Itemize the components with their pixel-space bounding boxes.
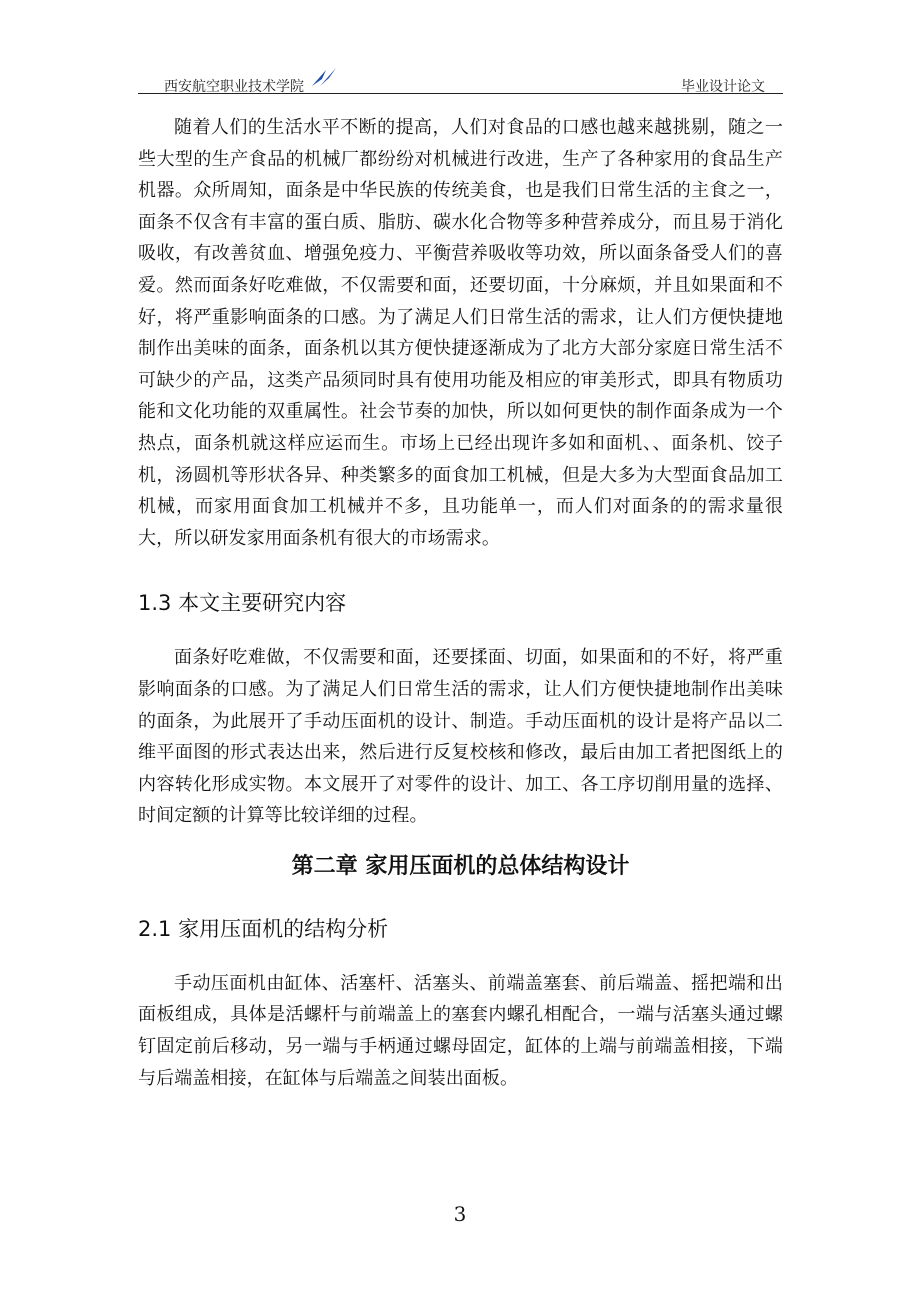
intro-paragraph: 随着人们的生活水平不断的提高，人们对食品的口感也越来越挑剔，随之一些大型的生产食品的机械厂都纷纷对机械进行改进，生产了各种家用的食品生产机器。众所周知，面条是中华民族的传统美食，也是我们日常生活的主食之一，面条不仅含有丰富的蛋白质、脂肪、碳水化合物等多种营养成分，而且易于消化吸收，有改善贫血、增强免疫力、平衡营养吸收等功效，所以面条备受人们的喜爱。然而面条好吃难做，不仅需要和面，还要切面，十分麻烦，并且如果面和不好，将严重影响面条的口感。为了满足人们日常生活的需求，让人们方便快捷地制作出美味的面条，面条机以其方便快捷逐渐成为了北方大部分家庭日常生活不可缺少的产品，这类产品须同时具有使用功能及相应的审美形式，即具有物质功能和文化功能的双重属性。社会节奏的加快，所以如何更快的制作面条成为一个热点，面条机就这样应运而生。市场上已经出现许多如和面机、、面条机、饺子机，汤圆机等形状各异、种类繁多的面食加工机械，但是大多为大型面食品加工机械，而家用面食加工机械并不多，且功能单一，而人们对面条的的需求量很大，所以研发家用面条机有很大的市场需求。 [138, 117, 783, 549]
page-content [138, 112, 783, 1094]
research-content-paragraph: 面条好吃难做，不仅需要和面，还要揉面、切面，如果面和的不好，将严重影响面条的口感。为了满足人们日常生活的需求，让人们方便快捷地制作出美味的面条，为此展开了手动压面机的设计、制造。手动压面机的设计是将产品以二维平面图的形式表达出来，然后进行反复校核和修改，最后由加工者把图纸上的内容转化形成实物。本文展开了对零件的设计、加工、各工序切削用量的选择、时间定额的计算等比较详细的过程。 [138, 647, 783, 827]
document-type: 毕业设计论文 [681, 79, 765, 95]
page-number: 3 [453, 1202, 467, 1226]
chapter-heading-2: 第二章 家用压面机的总体结构设计 [291, 853, 630, 879]
structure-analysis-paragraph: 手动压面机由缸体、活塞杆、活塞头、前端盖塞套、前后端盖、摇把端和出面板组成，具体是活螺杆与前端盖上的塞套内螺孔相配合，一端与活塞头通过螺钉固定前后移动，另一端与手柄通过螺母固定，缸体的上端与前端盖相接，下端与后端盖相接，在缸体与后端盖之间装出面板。 [138, 972, 783, 1089]
page-header [138, 62, 783, 94]
section-heading-1-3: 1.3 本文主要研究内容 [138, 591, 347, 616]
aviation-wing-logo-icon [310, 66, 340, 88]
institution-name: 西安航空职业技术学院 [164, 79, 304, 95]
section-heading-2-1: 2.1 家用压面机的结构分析 [138, 916, 389, 941]
header-divider [138, 93, 783, 94]
